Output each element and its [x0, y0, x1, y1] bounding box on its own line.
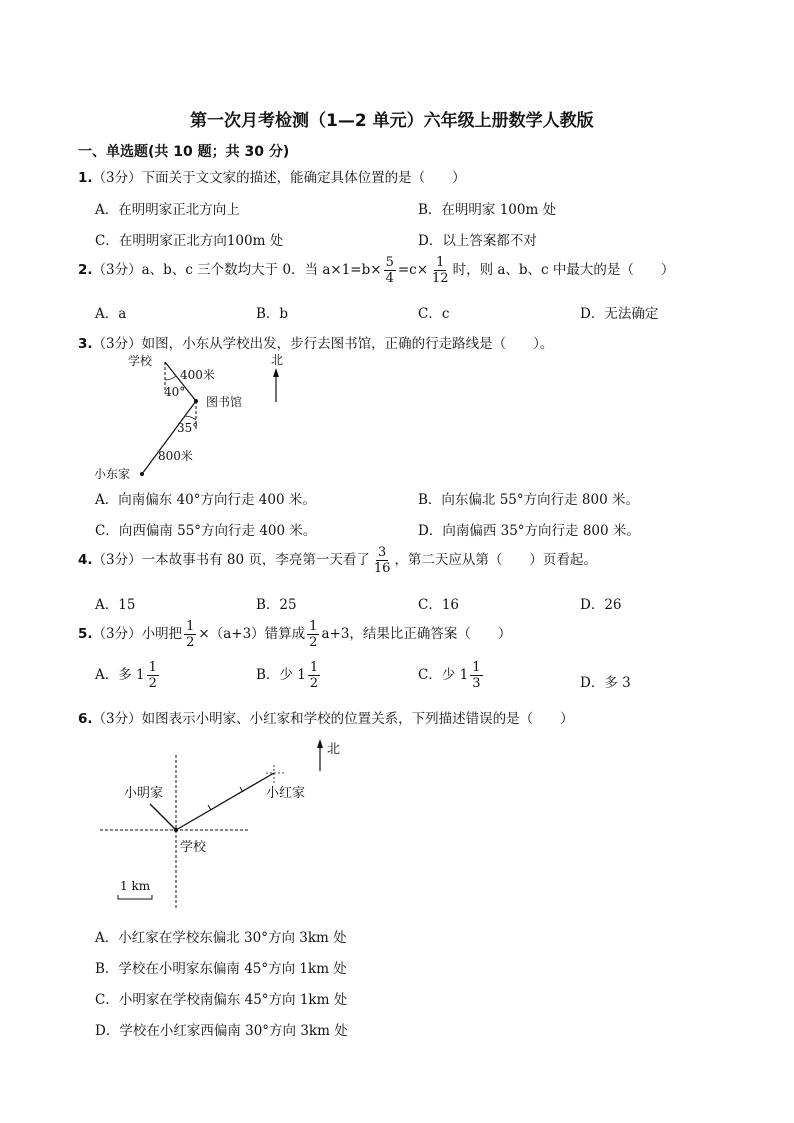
- xiaohong-label: 小红家: [266, 786, 306, 801]
- question-score: （3分）: [92, 262, 142, 278]
- option-d: D．多 3: [580, 675, 631, 691]
- question-3: [78, 332, 553, 352]
- fraction: $\frac{5}{4}$: [385, 255, 394, 286]
- page-title: 第一次月考检测（1—2 单元）六年级上册数学人教版: [190, 111, 594, 131]
- distance-label-1: 400米: [180, 368, 215, 382]
- option-b: B．少 1 $\frac{1}{2}$: [256, 660, 319, 691]
- fraction: $\frac{1}{2}$: [186, 619, 195, 650]
- location-diagram: [96, 735, 356, 915]
- option-b: B．b: [256, 306, 289, 322]
- question-number: 6.: [78, 711, 93, 727]
- scale-label: 1 km: [120, 879, 151, 893]
- option-c: C．16: [418, 597, 460, 613]
- fraction: $\frac{1}{2}$: [309, 619, 318, 650]
- school-label: 学校: [128, 354, 153, 368]
- option-a: A．15: [95, 597, 136, 613]
- fraction: $\frac{1}{2}$: [148, 660, 157, 691]
- question-2: 2.（3分）a、b、c 三个数均大于 0．当 a×1=b× $\frac{5}{4}$ =c× $\frac{1}{12}$ 时，则 a、b、c 中最大的是（ ）: [78, 255, 675, 286]
- option-a: A．向南偏东 40°方向行走 400 米。: [95, 492, 316, 508]
- option-d: D．无法确定: [580, 306, 659, 322]
- angle-label-1: 40°: [164, 385, 186, 399]
- question-text: a、b、c 三个数均大于 0．当 a×1=b×: [141, 262, 382, 278]
- section-heading: 一、单选题(共 10 题；共 30 分): [78, 144, 290, 160]
- option-d: D．26: [580, 597, 622, 613]
- option-a: A．a: [95, 306, 127, 322]
- option-d: D．以上答案都不对: [418, 233, 537, 249]
- question-number: 3.: [78, 336, 93, 352]
- option-b: B．25: [256, 597, 297, 613]
- question-number: 4.: [78, 552, 93, 568]
- angle-label-2: 35°: [177, 421, 199, 435]
- question-score: （3分）: [92, 626, 142, 642]
- route-diagram: [90, 350, 300, 485]
- question-number: 5.: [78, 626, 93, 642]
- distance-label-2: 800米: [158, 449, 193, 463]
- question-text: 一本故事书有 80 页，李亮第一天看了: [141, 552, 370, 568]
- library-label: 图书馆: [206, 395, 243, 409]
- school-label: 学校: [180, 840, 207, 855]
- tick-mark-1: [208, 805, 211, 810]
- question-score: （3分）: [92, 711, 142, 727]
- fraction: $\frac{1}{3}$: [472, 660, 481, 691]
- question-number: 1.: [78, 170, 93, 186]
- option-a: A．小红家在学校东偏北 30°方向 3km 处: [95, 930, 347, 946]
- path-school-xiaoming: [150, 804, 176, 830]
- north-arrow-head: [273, 368, 279, 377]
- north-label: 北: [271, 353, 284, 367]
- fraction: $\frac{1}{2}$: [309, 660, 319, 691]
- question-text: 下面关于文文家的描述，能确定具体位置的是（ ）: [141, 170, 466, 186]
- option-c: C．在明明家正北方向100m 处: [95, 233, 284, 249]
- option-b: B．在明明家 100m 处: [418, 202, 557, 218]
- question-4: 4.（3分）一本故事书有 80 页，李亮第一天看了 $\frac{3}{16}$ ，第二天应从第（ ）页看起。: [78, 545, 597, 576]
- question-text: 如图，小东从学校出发，步行去图书馆，正确的行走路线是（ ）。: [141, 336, 554, 352]
- angle-arc-2: [185, 416, 196, 420]
- home-point: [140, 472, 144, 476]
- fraction: $\frac{3}{16}$: [373, 545, 391, 576]
- north-arrow-head: [317, 739, 323, 748]
- angle-arc-1: [165, 376, 176, 380]
- school-point: [174, 828, 178, 832]
- option-a: A．多 1 $\frac{1}{2}$: [95, 660, 157, 691]
- scale-bar: [118, 895, 152, 899]
- option-b: B．向东偏北 55°方向行走 800 米。: [418, 492, 639, 508]
- option-d: D．学校在小红家西偏南 30°方向 3km 处: [95, 1023, 348, 1039]
- home-label: 小东家: [94, 467, 131, 481]
- question-number: 2.: [78, 262, 93, 278]
- option-c: C．少 1 $\frac{1}{3}$: [418, 660, 481, 691]
- path-library-home: [142, 401, 199, 474]
- option-b: B．学校在小明家东偏南 45°方向 1km 处: [95, 961, 347, 977]
- question-text: 如图表示小明家、小红家和学校的位置关系，下列描述错误的是（ ）: [141, 711, 574, 727]
- option-c: C．小明家在学校南偏东 45°方向 1km 处: [95, 992, 348, 1008]
- xiaoming-label: 小明家: [124, 786, 164, 801]
- option-a: A．在明明家正北方向上: [95, 202, 240, 218]
- north-label: 北: [327, 742, 341, 757]
- question-score: （3分）: [92, 170, 142, 186]
- question-1: [78, 166, 466, 186]
- fraction: $\frac{1}{12}$: [432, 255, 449, 286]
- question-score: （3分）: [92, 552, 142, 568]
- question-6: [78, 707, 574, 727]
- option-c: C．c: [418, 306, 450, 322]
- path-school-xiaohong: [176, 773, 274, 830]
- question-text: 小明把: [141, 626, 183, 642]
- question-5: 5.（3分）小明把 $\frac{1}{2}$ ×（a+3）错算成 $\frac{1}{2}$ a+3，结果比正确答案（ ）: [78, 619, 512, 650]
- question-score: （3分）: [92, 336, 142, 352]
- option-d: D．向南偏西 35°方向行走 800 米。: [418, 523, 640, 539]
- library-point: [194, 399, 198, 403]
- option-c: C．向西偏南 55°方向行走 400 米。: [95, 523, 317, 539]
